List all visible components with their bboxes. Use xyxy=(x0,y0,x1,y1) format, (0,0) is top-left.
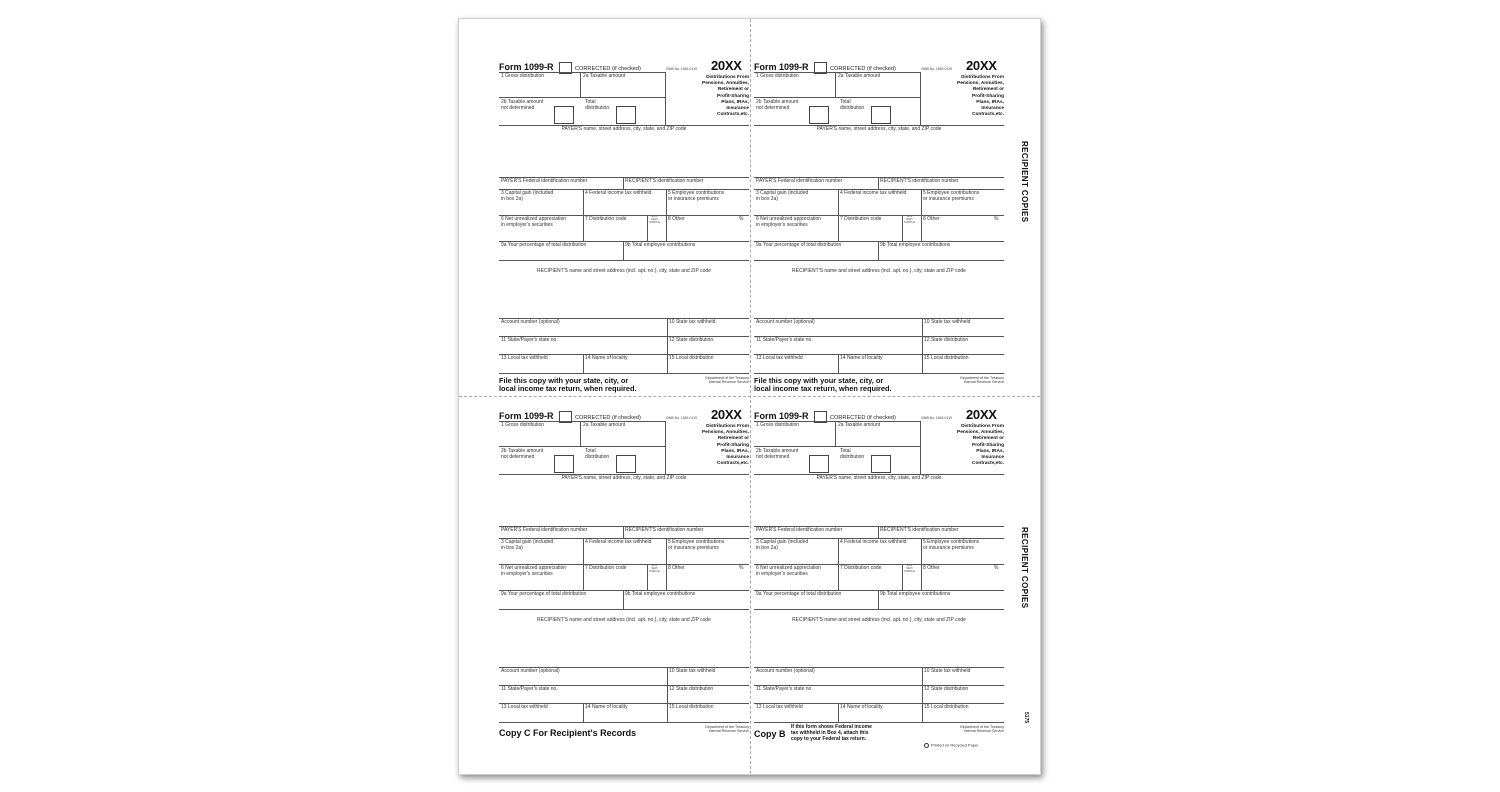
box12-state-distribution: 12 State distribution xyxy=(669,686,714,692)
recipient-id-label: RECIPIENT'S identification number xyxy=(880,178,959,184)
recipient-address-label: RECIPIENT'S name and street address (incl. apt. no.), city, state and ZIP code xyxy=(537,617,711,623)
box2b-not-determined: 2b Taxable amount not determined xyxy=(501,99,544,111)
total-distribution-label: Total distribution xyxy=(840,99,865,111)
form-copy-3 xyxy=(499,407,755,757)
box8-other: 8 Other xyxy=(668,565,685,571)
box2a-taxable-amount: 2a Taxable amount xyxy=(838,422,881,428)
total-distribution-label: Total distribution xyxy=(585,448,610,460)
box1-gross-distribution: 1 Gross distribution xyxy=(501,422,545,428)
tax-form-sheet xyxy=(458,18,1041,775)
total-distribution-label: Total distribution xyxy=(840,448,865,460)
box14-name-of-locality: 14 Name of locality xyxy=(840,355,883,361)
box12-state-distribution: 12 State distribution xyxy=(924,337,969,343)
recipient-address-label: RECIPIENT'S name and street address (incl. apt. no.), city, state and ZIP code xyxy=(537,268,711,274)
corrected-label: CORRECTED (if checked) xyxy=(575,66,641,72)
box8-other: 8 Other xyxy=(923,565,940,571)
box2b-not-determined: 2b Taxable amount not determined xyxy=(756,448,799,460)
department-of-treasury: Department of the Treasury Internal Revenue Service xyxy=(960,725,1004,734)
recipient-address-label: RECIPIENT'S name and street address (incl. apt. no.), city, state and ZIP code xyxy=(792,617,966,623)
ira-sep-simple-label: IRA/ SEP/ SIMPLE xyxy=(649,214,661,225)
copy-b-instruction: If this form shows Federal income tax withheld in Box 4, attach this copy to your Federal tax return. xyxy=(791,724,872,742)
recipient-id-label: RECIPIENT'S identification number xyxy=(880,527,959,533)
box5-employee-contributions: 5 Employee contributions or insurance premiums xyxy=(668,190,725,202)
file-with-state-note: File this copy with your state, city, or local income tax return, when required. xyxy=(499,376,637,394)
percent-sign: % xyxy=(994,216,999,222)
box15-local-distribution: 15 Local distribution xyxy=(924,704,969,710)
payer-address-label: PAYER'S name, street address, city, state, and ZIP code xyxy=(816,475,942,481)
department-of-treasury: Department of the Treasury Internal Revenue Service xyxy=(705,376,749,385)
corrected-label: CORRECTED (if checked) xyxy=(575,415,641,421)
box5-employee-contributions: 5 Employee contributions or insurance premiums xyxy=(923,190,980,202)
form-copy-1 xyxy=(499,58,755,408)
box1-gross-distribution: 1 Gross distribution xyxy=(756,422,800,428)
not-determined-checkbox[interactable] xyxy=(554,455,574,473)
total-distribution-checkbox[interactable] xyxy=(616,106,636,124)
percent-sign: % xyxy=(739,565,744,571)
tax-year: 20XX xyxy=(966,58,997,73)
box13-local-tax-withheld: 13 Local tax withheld xyxy=(501,355,548,361)
omb-number: OMB No. 1545-0119 xyxy=(921,416,952,420)
tax-year: 20XX xyxy=(711,407,742,422)
box14-name-of-locality: 14 Name of locality xyxy=(585,355,628,361)
form-title: Form 1099-R xyxy=(499,411,554,421)
account-number-label: Account number (optional) xyxy=(756,668,815,674)
recipient-id-label: RECIPIENT'S identification number xyxy=(625,527,704,533)
form-description: Distributions From Pensions, Annuities, Retirement or Profit-Sharing Plans, IRAs, Insurance Contracts,etc. xyxy=(702,75,749,118)
box9a-percentage: 9a Your percentage of total distribution xyxy=(501,591,587,597)
box2b-not-determined: 2b Taxable amount not determined xyxy=(756,99,799,111)
department-of-treasury: Department of the Treasury Internal Revenue Service xyxy=(960,376,1004,385)
account-number-label: Account number (optional) xyxy=(756,319,815,325)
box10-state-tax-withheld: 10 State tax withheld xyxy=(669,319,716,325)
copy-c-label: Copy C For Recipient's Records xyxy=(499,728,637,738)
box2a-taxable-amount: 2a Taxable amount xyxy=(583,422,626,428)
box12-state-distribution: 12 State distribution xyxy=(924,686,969,692)
box10-state-tax-withheld: 10 State tax withheld xyxy=(924,668,971,674)
recipient-copies-label-top: RECIPIENT COPIES xyxy=(1020,141,1029,223)
account-number-label: Account number (optional) xyxy=(501,319,560,325)
file-with-state-note: File this copy with your state, city, or local income tax return, when required. xyxy=(754,376,892,394)
box4-federal-tax-withheld: 4 Federal income tax withheld xyxy=(840,539,907,545)
box6-net-unrealized-appreciation: 6 Net unrealized appreciation in employer's securities xyxy=(756,565,822,577)
recipient-copies-label-bottom: RECIPIENT COPIES xyxy=(1020,527,1029,609)
omb-number: OMB No. 1545-0119 xyxy=(666,416,697,420)
box15-local-distribution: 15 Local distribution xyxy=(669,704,714,710)
payer-address-label: PAYER'S name, street address, city, state, and ZIP code xyxy=(561,475,687,481)
box11-state-payer-no: 11 State/Payer's state no. xyxy=(501,337,558,343)
box5-employee-contributions: 5 Employee contributions or insurance premiums xyxy=(923,539,980,551)
not-determined-checkbox[interactable] xyxy=(809,106,829,124)
payer-address-label: PAYER'S name, street address, city, state, and ZIP code xyxy=(561,126,687,132)
box2a-taxable-amount: 2a Taxable amount xyxy=(838,73,881,79)
box3-capital-gain: 3 Capital gain (included in box 2a) xyxy=(756,539,809,551)
box2a-taxable-amount: 2a Taxable amount xyxy=(583,73,626,79)
copy-b-label: Copy B xyxy=(754,729,786,739)
total-distribution-label: Total distribution xyxy=(585,99,610,111)
recipient-address-label: RECIPIENT'S name and street address (incl. apt. no.), city, state and ZIP code xyxy=(792,268,966,274)
payer-address-label: PAYER'S name, street address, city, state, and ZIP code xyxy=(816,126,942,132)
box9b-total-employee-contributions: 9b Total employee contributions xyxy=(625,591,696,597)
form-description: Distributions From Pensions, Annuities, Retirement or Profit-Sharing Plans, IRAs, Insurance Contracts,etc. xyxy=(702,424,749,467)
form-title: Form 1099-R xyxy=(499,62,554,72)
form-description: Distributions From Pensions, Annuities, Retirement or Profit-Sharing Plans, IRAs, Insurance Contracts,etc. xyxy=(957,75,1004,118)
box4-federal-tax-withheld: 4 Federal income tax withheld xyxy=(585,539,652,545)
box2b-not-determined: 2b Taxable amount not determined xyxy=(501,448,544,460)
corrected-label: CORRECTED (if checked) xyxy=(830,415,896,421)
box11-state-payer-no: 11 State/Payer's state no. xyxy=(756,686,813,692)
box3-capital-gain: 3 Capital gain (included in box 2a) xyxy=(756,190,809,202)
not-determined-checkbox[interactable] xyxy=(554,106,574,124)
box11-state-payer-no: 11 State/Payer's state no. xyxy=(501,686,558,692)
payer-federal-id-label: PAYER'S Federal identification number xyxy=(501,527,588,533)
form-description: Distributions From Pensions, Annuities, Retirement or Profit-Sharing Plans, IRAs, Insurance Contracts,etc. xyxy=(957,424,1004,467)
printed-on-recycled-paper xyxy=(924,743,979,748)
box10-state-tax-withheld: 10 State tax withheld xyxy=(924,319,971,325)
total-distribution-checkbox[interactable] xyxy=(871,455,891,473)
box6-net-unrealized-appreciation: 6 Net unrealized appreciation in employer's securities xyxy=(756,216,822,228)
box3-capital-gain: 3 Capital gain (included in box 2a) xyxy=(501,539,554,551)
box8-other: 8 Other xyxy=(668,216,685,222)
box7-distribution-code: 7 Distribution code xyxy=(585,565,627,571)
department-of-treasury: Department of the Treasury Internal Revenue Service xyxy=(705,725,749,734)
recycle-icon xyxy=(924,743,929,748)
box11-state-payer-no: 11 State/Payer's state no. xyxy=(756,337,813,343)
box7-distribution-code: 7 Distribution code xyxy=(585,216,627,222)
ira-sep-simple-label: IRA/ SEP/ SIMPLE xyxy=(649,563,661,574)
omb-number: OMB No. 1545-0119 xyxy=(921,67,952,71)
tax-year: 20XX xyxy=(711,58,742,73)
box10-state-tax-withheld: 10 State tax withheld xyxy=(669,668,716,674)
form-number: 5175 xyxy=(1023,712,1029,724)
box13-local-tax-withheld: 13 Local tax withheld xyxy=(756,355,803,361)
total-distribution-checkbox[interactable] xyxy=(871,106,891,124)
account-number-label: Account number (optional) xyxy=(501,668,560,674)
payer-federal-id-label: PAYER'S Federal identification number xyxy=(756,178,843,184)
box9b-total-employee-contributions: 9b Total employee contributions xyxy=(625,242,696,248)
payer-federal-id-label: PAYER'S Federal identification number xyxy=(756,527,843,533)
box9a-percentage: 9a Your percentage of total distribution xyxy=(756,242,842,248)
box14-name-of-locality: 14 Name of locality xyxy=(840,704,883,710)
box4-federal-tax-withheld: 4 Federal income tax withheld xyxy=(840,190,907,196)
percent-sign: % xyxy=(994,565,999,571)
box1-gross-distribution: 1 Gross distribution xyxy=(501,73,545,79)
box15-local-distribution: 15 Local distribution xyxy=(924,355,969,361)
ira-sep-simple-label: IRA/ SEP/ SIMPLE xyxy=(904,563,916,574)
ira-sep-simple-label: IRA/ SEP/ SIMPLE xyxy=(904,214,916,225)
tax-year: 20XX xyxy=(966,407,997,422)
box5-employee-contributions: 5 Employee contributions or insurance premiums xyxy=(668,539,725,551)
box9b-total-employee-contributions: 9b Total employee contributions xyxy=(880,591,951,597)
box14-name-of-locality: 14 Name of locality xyxy=(585,704,628,710)
not-determined-checkbox[interactable] xyxy=(809,455,829,473)
corrected-label: CORRECTED (if checked) xyxy=(830,66,896,72)
box4-federal-tax-withheld: 4 Federal income tax withheld xyxy=(585,190,652,196)
box15-local-distribution: 15 Local distribution xyxy=(669,355,714,361)
form-title: Form 1099-R xyxy=(754,62,809,72)
form-copy-2 xyxy=(754,58,1010,408)
box7-distribution-code: 7 Distribution code xyxy=(840,565,882,571)
box13-local-tax-withheld: 13 Local tax withheld xyxy=(501,704,548,710)
omb-number: OMB No. 1545-0119 xyxy=(666,67,697,71)
box13-local-tax-withheld: 13 Local tax withheld xyxy=(756,704,803,710)
box6-net-unrealized-appreciation: 6 Net unrealized appreciation in employer's securities xyxy=(501,565,567,577)
box1-gross-distribution: 1 Gross distribution xyxy=(756,73,800,79)
box7-distribution-code: 7 Distribution code xyxy=(840,216,882,222)
payer-federal-id-label: PAYER'S Federal identification number xyxy=(501,178,588,184)
box6-net-unrealized-appreciation: 6 Net unrealized appreciation in employer's securities xyxy=(501,216,567,228)
box9a-percentage: 9a Your percentage of total distribution xyxy=(756,591,842,597)
box9b-total-employee-contributions: 9b Total employee contributions xyxy=(880,242,951,248)
total-distribution-checkbox[interactable] xyxy=(616,455,636,473)
recycled-text: Printed on Recycled Paper xyxy=(931,742,979,748)
recipient-id-label: RECIPIENT'S identification number xyxy=(625,178,704,184)
box3-capital-gain: 3 Capital gain (included in box 2a) xyxy=(501,190,554,202)
form-copy-4 xyxy=(754,407,1010,757)
box8-other: 8 Other xyxy=(923,216,940,222)
percent-sign: % xyxy=(739,216,744,222)
form-title: Form 1099-R xyxy=(754,411,809,421)
box12-state-distribution: 12 State distribution xyxy=(669,337,714,343)
box9a-percentage: 9a Your percentage of total distribution xyxy=(501,242,587,248)
